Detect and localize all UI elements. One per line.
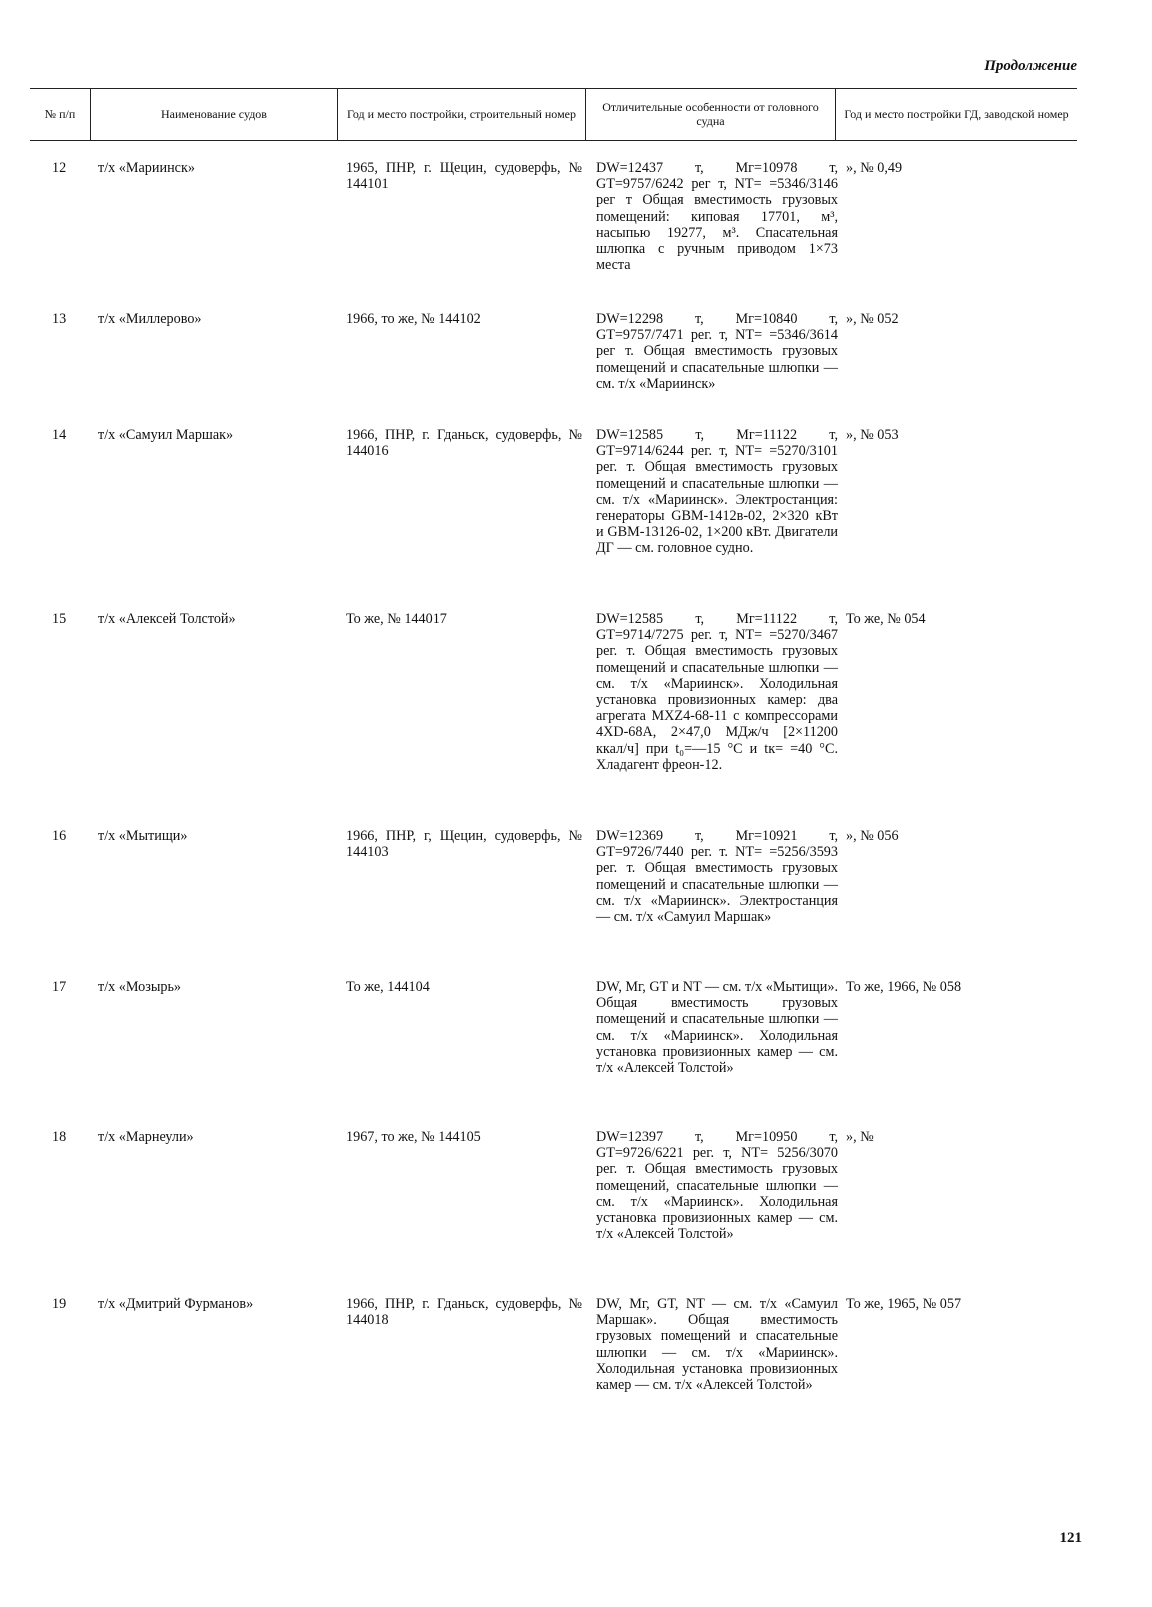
ship-name: т/х «Самуил Маршак» xyxy=(98,427,234,443)
features: DW, Mг, GT и NT — см. т/х «Мытищи». Общая вместимость грузовых помещений и спасательные шлюпки — см. т/х «Мариинск». Холодильная установка провизионных камер — см. т/х «Алексей Толстой» xyxy=(596,979,838,1077)
build-info: То же, № 144017 xyxy=(346,611,447,627)
page-number: 121 xyxy=(1059,1530,1082,1546)
ship-name: т/х «Миллерово» xyxy=(98,311,202,327)
build-info: 1966, ПНР, г, Щецин, судоверфь, № 144103 xyxy=(346,828,582,861)
engine-info: », № 056 xyxy=(846,828,899,844)
engine-info: », № 0,49 xyxy=(846,160,903,176)
row-num: 16 xyxy=(52,828,67,844)
ship-name: т/х «Мытищи» xyxy=(98,828,188,844)
engine-info: То же, № 054 xyxy=(846,611,926,627)
row-num: 15 xyxy=(52,611,67,627)
header-num: № п/п xyxy=(44,107,76,121)
build-info: 1966, ПНР, г. Гданьск, судоверфь, № 144018 xyxy=(346,1296,582,1329)
row-num: 13 xyxy=(52,311,67,327)
features: DW=12369 т, Mг=10921 т, GT=9726/7440 рег. т. NT= =5256/3593 рег. т. Общая вместимость грузовых помещений и спасательные шлюпки — см. т/х «Мариинск». Электростанция — см. т/х «Самуил Маршак» xyxy=(596,828,838,926)
row-num: 17 xyxy=(52,979,67,995)
features: DW=12437 т, Mг=10978 т, GT=9757/6242 рег т, NT= =5346/3146 рег т Общая вместимость грузовых помещений: киповая 17701, м³, насыпью 19277, м³. Спасательная шлюпка с ручным приводом 1×73 места xyxy=(596,160,838,274)
features: DW, Mг, GT, NT — см. т/х «Самуил Маршак». Общая вместимость грузовых помещений и спасательные шлюпки — см. т/х «Мариинск». Холодильная установка провизионных камер — см. т/х «Алексей Толстой» xyxy=(596,1296,838,1394)
header-engine: Год и место постройки ГД, заводской номер xyxy=(835,88,1077,140)
header-features: Отличительные особенности от головного судна xyxy=(585,88,835,140)
engine-info: То же, 1965, № 057 xyxy=(846,1296,962,1312)
ship-name: т/х «Марнеули» xyxy=(98,1129,194,1145)
row-num: 12 xyxy=(52,160,67,176)
row-num: 19 xyxy=(52,1296,67,1312)
table-header xyxy=(30,88,1077,140)
features: DW=12585 т, Mг=11122 т, GT=9714/7275 рег. т, NT= =5270/3467 рег. т. Общая вместимость грузовых помещений и спасательные шлюпки — см. т/х «Мариинск». Холодильная установка провизионных камер: два агрегата MXZ4-68-11 с компрессорами 4XD-68A, 2×47,0 МДж/ч [2×11200 ккал/ч] при t₀=—15 °С и tк= =40 °С. Хладагент фреон-12. xyxy=(596,611,838,773)
table-header-rule xyxy=(30,140,1077,141)
engine-info: », № xyxy=(846,1129,874,1145)
features: DW=12298 т, Mг=10840 т, GT=9757/7471 рег. т, NT= =5346/3614 рег т. Общая вместимость грузовых помещений и спасательные шлюпки — см. т/х «Мариинск» xyxy=(596,311,838,392)
row-num: 14 xyxy=(52,427,67,443)
build-info: 1966, то же, № 144102 xyxy=(346,311,481,327)
build-info: 1966, ПНР, г. Гданьск, судоверфь, № 144016 xyxy=(346,427,582,460)
engine-info: », № 053 xyxy=(846,427,899,443)
ship-name: т/х «Дмитрий Фурманов» xyxy=(98,1296,254,1312)
header-year: Год и место постройки, строительный номер xyxy=(337,88,585,140)
engine-info: », № 052 xyxy=(846,311,899,327)
build-info: То же, 144104 xyxy=(346,979,430,995)
build-info: 1967, то же, № 144105 xyxy=(346,1129,481,1145)
header-name: Наименование судов xyxy=(90,88,337,140)
ship-name: т/х «Алексей Толстой» xyxy=(98,611,236,627)
features: DW=12397 т, Mг=10950 т, GT=9726/6221 рег. т, NT= 5256/3070 рег. т. Общая вместимость грузовых помещений, спасательные шлюпки — см. т/х «Мариинск». Холодильная установка провизионных камер — см. т/х «Алексей Толстой» xyxy=(596,1129,838,1243)
ship-name: т/х «Мариинск» xyxy=(98,160,195,176)
row-num: 18 xyxy=(52,1129,67,1145)
features: DW=12585 т, Mг=11122 т, GT=9714/6244 рег. т, NT= =5270/3101 рег. т. Общая вместимость грузовых помещений и спасательные шлюпки — см. т/х «Мариинск». Электростанция: генераторы GBM-1412в-02, 2×320 кВт и GBM-13126-02, 1×200 кВт. Двигатели ДГ — см. головное судно. xyxy=(596,427,838,557)
build-info: 1965, ПНР, г. Щецин, судоверфь, № 144101 xyxy=(346,160,582,193)
engine-info: То же, 1966, № 058 xyxy=(846,979,962,995)
continuation-label: Продолжение xyxy=(984,58,1077,74)
ship-name: т/х «Мозырь» xyxy=(98,979,182,995)
